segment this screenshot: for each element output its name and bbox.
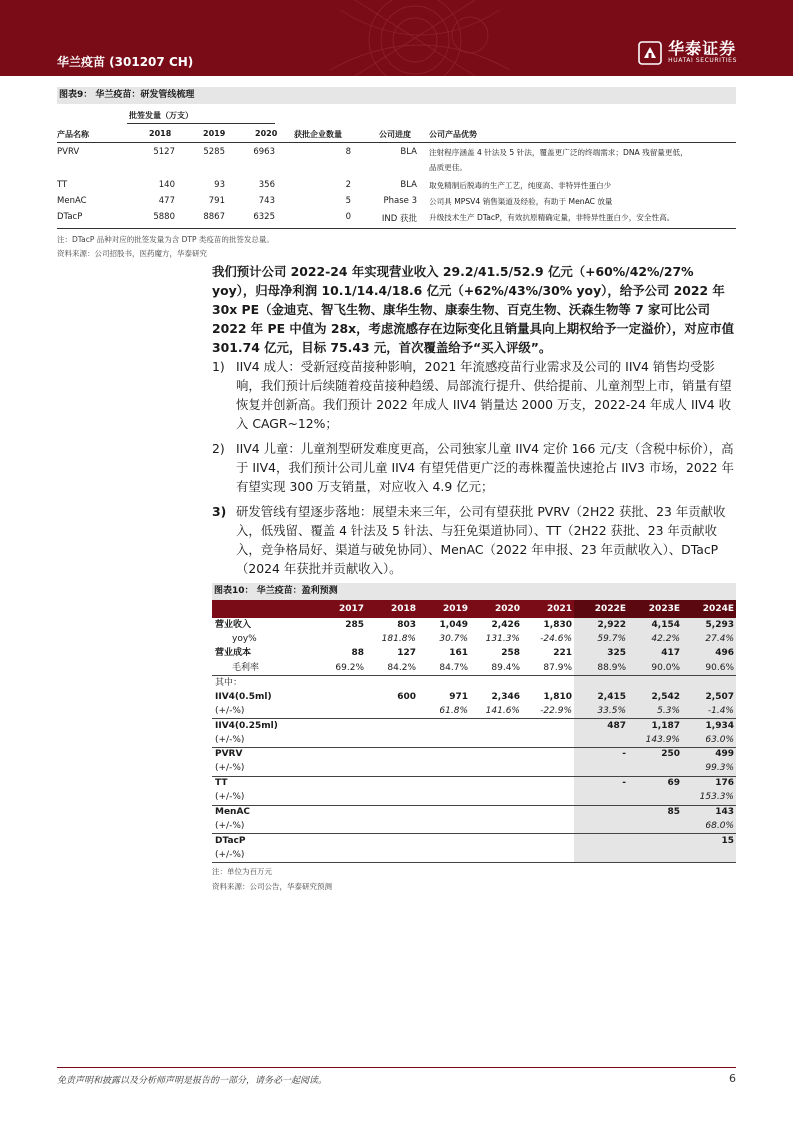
table-cell xyxy=(366,719,418,733)
table-cell xyxy=(418,762,470,776)
row-dtacp-approved: 0 xyxy=(345,212,351,222)
table-cell xyxy=(366,733,418,747)
table-cell: 87.9% xyxy=(543,662,572,673)
table-row xyxy=(212,719,736,733)
row-pvrv-name: PVRV xyxy=(57,147,80,157)
table-cell: 153.3% xyxy=(682,791,736,805)
year-header: 2019 xyxy=(418,600,470,618)
table-row xyxy=(212,676,736,690)
table-cell: -1.4% xyxy=(682,704,736,718)
table-cell: 90.0% xyxy=(628,661,682,675)
table-cell xyxy=(574,805,628,819)
header-rule xyxy=(57,142,736,143)
year-header: 2023E xyxy=(628,600,682,618)
logo-en: HUATAI SECURITIES xyxy=(668,57,737,64)
col-2019: 2019 xyxy=(203,129,226,138)
figure-9-note: 注：DTacP 品种对应的批签发量为含 DTP 类疫苗的批签发总量。 xyxy=(57,235,274,244)
table-row xyxy=(212,762,736,776)
list-text: IIV4 成人：受新冠疫苗接种影响，2021 年流感疫苗行业需求及公司的 IIV4 销售均受影响，我们预计后续随着疫苗接种趋缓、局部流行提升、供给提前、儿童剂型上市，销量有望恢复并创新高。我们预计 2022 年成人 IIV4 销量达 2000 万支，2022-24 年成人 IIV4 收入 CAGR~12%； xyxy=(236,359,732,431)
group-header-rule xyxy=(127,123,275,124)
table-cell xyxy=(366,676,418,690)
table-cell: 42.2% xyxy=(628,632,682,646)
table-cell: 27.4% xyxy=(682,632,736,646)
table-cell xyxy=(574,762,628,776)
table-cell: 161 xyxy=(449,648,468,659)
row-menac-name: MenAC xyxy=(57,196,87,206)
year-header: 2017 xyxy=(314,600,366,618)
table-cell: 1,830 xyxy=(543,619,572,630)
table-cell: 127 xyxy=(397,648,416,659)
table-cell xyxy=(366,776,418,790)
table-cell xyxy=(470,676,522,690)
forecast-table xyxy=(212,600,736,863)
table-cell xyxy=(366,762,418,776)
list-number: 1) xyxy=(212,359,225,374)
table-row xyxy=(212,690,736,704)
table-bottom-rule xyxy=(57,228,736,229)
table-row xyxy=(212,618,736,632)
table-cell: - xyxy=(574,748,628,762)
row-menac-progress: Phase 3 xyxy=(383,196,417,206)
table-cell xyxy=(366,805,418,819)
logo-cn: 华泰证券 xyxy=(668,39,737,58)
table-row xyxy=(212,776,736,790)
table-cell: 141.6% xyxy=(485,705,520,716)
figure-10-note: 注：单位为百万元 xyxy=(212,867,272,877)
table-cell xyxy=(366,791,418,805)
table-cell xyxy=(418,819,470,833)
row-label: (+/-%) xyxy=(215,820,245,831)
row-label: (+/-%) xyxy=(215,792,245,803)
table-cell xyxy=(366,704,418,718)
list-item xyxy=(212,439,736,496)
row-dtacp-2018: 5880 xyxy=(153,212,175,222)
row-menac-advantage: 公司具 MPSV4 销售渠道及经验，有助于 MenAC 放量 xyxy=(429,197,613,206)
table-cell: 131.3% xyxy=(485,634,520,645)
row-dtacp-advantage: 升级技术生产 DTacP，有效抗原精确定量，非特异性蛋白少，安全性高。 xyxy=(429,213,675,222)
table-cell: 33.5% xyxy=(574,704,628,718)
row-pvrv-approved: 8 xyxy=(345,147,351,157)
table-cell xyxy=(314,848,366,862)
table-row xyxy=(212,748,736,762)
row-tt-2018: 140 xyxy=(158,180,175,190)
row-tt-progress: BLA xyxy=(400,180,417,190)
logo-icon xyxy=(638,41,662,65)
row-label: 毛利率 xyxy=(232,662,260,673)
col-product: 产品名称 xyxy=(57,130,89,139)
row-pvrv-progress: BLA xyxy=(400,147,417,157)
table-cell: 221 xyxy=(553,648,572,659)
table-cell xyxy=(682,848,736,862)
table-cell: 803 xyxy=(397,619,416,630)
table-cell: 2,346 xyxy=(491,691,520,702)
table-cell xyxy=(314,834,366,848)
table-cell xyxy=(628,834,682,848)
row-label: TT xyxy=(212,776,314,790)
group-header: 批签发量（万支） xyxy=(129,111,193,120)
list-number: 3) xyxy=(212,504,227,519)
row-label: (+/-%) xyxy=(212,848,314,862)
col-2018: 2018 xyxy=(149,129,172,138)
table-row xyxy=(212,805,736,819)
lead-paragraph: 我们预计公司 2022-24 年实现营业收入 29.2/41.5/52.9 亿元（+60%/42%/27% yoy），归母净利润 10.1/14.4/18.6 亿元（+62%/43%/30% yoy），给予公司 2022 年 30x PE（金迪克、智飞生物、康华生物、康泰生物、百克生物、沃森生物等 7 家可比公司 2022 年 PE 中值为 28x，考虑流感存在边际变化且销量具向上期权给予一定溢价），对应市值 301.74 亿元，目标 75.43 元，首次覆盖给予“买入评级”。 xyxy=(212,264,734,355)
header-blank xyxy=(212,600,314,618)
row-menac-2018: 477 xyxy=(158,196,175,206)
table-cell xyxy=(628,791,682,805)
table-cell xyxy=(470,733,522,747)
table-cell: 487 xyxy=(574,719,628,733)
figure-10-source: 资料来源：公司公告，华泰研究预测 xyxy=(212,882,332,892)
table-cell: 85 xyxy=(628,805,682,819)
row-dtacp-progress: IND 获批 xyxy=(381,214,417,224)
table-cell: 30.7% xyxy=(439,634,468,645)
table-cell: 1,187 xyxy=(628,719,682,733)
table-cell xyxy=(522,676,574,690)
row-pvrv-advantage-2: 品质更佳。 xyxy=(429,163,467,172)
row-tt-approved: 2 xyxy=(345,180,351,190)
pipeline-table xyxy=(57,104,736,232)
table-cell xyxy=(522,776,574,790)
row-dtacp-2019: 8867 xyxy=(203,212,225,222)
row-label: MenAC xyxy=(212,805,314,819)
table-cell: 258 xyxy=(501,648,520,659)
list-text: 研发管线有望逐步落地：展望未来三年，公司有望获批 PVRV（2H22 获批、23 年贡献收入，低残留、覆盖 4 针法及 5 针法、与狂免渠道协同）、TT（2H22 获批、23 年贡献收入，竞争格局好、渠道与破免协同）、MenAC（2022 年申报、23 年贡献收入）、DTacP（2024 年获批并贡献收入）。 xyxy=(236,504,726,576)
footer-rule xyxy=(57,1067,736,1068)
table-cell xyxy=(470,776,522,790)
row-dtacp-name: DTacP xyxy=(57,212,83,222)
table-cell xyxy=(314,791,366,805)
row-label: 其中： xyxy=(212,676,314,690)
table-cell: 88 xyxy=(351,648,364,659)
table-cell xyxy=(522,719,574,733)
table-cell: 69 xyxy=(628,776,682,790)
table-cell: 325 xyxy=(574,647,628,661)
figure-9-source: 资料来源：公司招股书，医药魔方，华泰研究 xyxy=(57,249,207,258)
table-cell: 176 xyxy=(682,776,736,790)
row-label: IIV4(0.5ml) xyxy=(215,691,272,702)
row-tt-name: TT xyxy=(57,180,68,190)
table-cell: 417 xyxy=(628,647,682,661)
table-row xyxy=(212,647,736,661)
table-cell xyxy=(470,834,522,848)
table-cell xyxy=(314,632,366,646)
footer-disclaimer: 免责声明和披露以及分析师声明是报告的一部分，请务必一起阅读。 xyxy=(57,1076,328,1086)
table-cell xyxy=(314,690,366,704)
table-cell xyxy=(628,819,682,833)
table-cell xyxy=(628,762,682,776)
table-cell xyxy=(470,848,522,862)
page-number: 6 xyxy=(729,1072,736,1085)
col-approved: 获批企业数量 xyxy=(294,130,342,139)
table-cell xyxy=(366,834,418,848)
table-cell: 143 xyxy=(682,805,736,819)
table-cell: 59.7% xyxy=(574,632,628,646)
table-cell xyxy=(314,733,366,747)
table-cell: 285 xyxy=(345,619,364,630)
col-advantage: 公司产品优势 xyxy=(429,130,477,139)
table-cell xyxy=(522,805,574,819)
row-label: 营业成本 xyxy=(215,648,252,659)
col-2020: 2020 xyxy=(255,129,278,138)
table-cell: 1,810 xyxy=(543,691,572,702)
table-cell: 1,934 xyxy=(682,719,736,733)
table-cell xyxy=(522,848,574,862)
table-cell: 600 xyxy=(397,691,416,702)
row-label: (+/-%) xyxy=(215,734,245,745)
list-item xyxy=(212,357,736,433)
figure-10-title: 图表10： 华兰疫苗：盈利预测 xyxy=(212,583,736,600)
year-header: 2022E xyxy=(574,600,628,618)
table-cell: 84.7% xyxy=(439,662,468,673)
table-row xyxy=(212,704,736,718)
table-cell: 69.2% xyxy=(335,662,364,673)
table-cell: 4,154 xyxy=(628,618,682,632)
table-cell xyxy=(470,791,522,805)
table-cell xyxy=(574,819,628,833)
table-cell xyxy=(470,748,522,762)
table-cell xyxy=(574,733,628,747)
year-header: 2021 xyxy=(522,600,574,618)
row-label: DTacP xyxy=(212,834,314,848)
table-row xyxy=(212,791,736,805)
table-cell: 499 xyxy=(682,748,736,762)
row-pvrv-2018: 5127 xyxy=(153,147,175,157)
header-title: 华兰疫苗 (301207 CH) xyxy=(57,55,194,69)
table-cell: 250 xyxy=(628,748,682,762)
table-cell xyxy=(522,733,574,747)
table-cell xyxy=(314,748,366,762)
figure-9-title: 图表9： 华兰疫苗：研发管线梳理 xyxy=(57,87,736,104)
table-cell: 90.6% xyxy=(682,661,736,675)
table-cell xyxy=(522,762,574,776)
table-cell xyxy=(314,819,366,833)
row-tt-advantage: 取免精制后脱毒的生产工艺，纯度高、非特异性蛋白少 xyxy=(429,181,612,190)
list-number: 2) xyxy=(212,441,225,456)
table-cell xyxy=(314,719,366,733)
row-menac-2020: 743 xyxy=(258,196,275,206)
point-list xyxy=(212,357,736,578)
table-cell: 971 xyxy=(449,691,468,702)
analysis-text xyxy=(212,262,736,578)
table-cell xyxy=(366,819,418,833)
table-cell: 2,922 xyxy=(574,618,628,632)
table-cell xyxy=(314,676,366,690)
table-cell: 68.0% xyxy=(682,819,736,833)
table-cell: 15 xyxy=(682,834,736,848)
row-tt-2020: 356 xyxy=(258,180,275,190)
list-text: IIV4 儿童：儿童剂型研发难度更高，公司独家儿童 IIV4 定价 166 元/支（含税中标价），高于 IIV4，我们预计公司儿童 IIV4 有望凭借更广泛的毒株覆盖快速抢占 IIV3 市场，2022 年有望实现 300 万支销量，对应收入 4.9 亿元； xyxy=(236,441,734,494)
table-cell xyxy=(522,791,574,805)
row-label: PVRV xyxy=(212,748,314,762)
table-cell: - xyxy=(574,776,628,790)
row-dtacp-2020: 6325 xyxy=(253,212,275,222)
row-tt-2019: 93 xyxy=(214,180,225,190)
table-cell xyxy=(418,805,470,819)
table-cell: 5,293 xyxy=(682,618,736,632)
table-cell xyxy=(470,719,522,733)
table-row xyxy=(212,834,736,848)
figure-10 xyxy=(212,583,736,893)
row-pvrv-2019: 5285 xyxy=(203,147,225,157)
table-cell xyxy=(574,834,628,848)
year-header: 2020 xyxy=(470,600,522,618)
table-cell: 99.3% xyxy=(682,762,736,776)
table-row xyxy=(212,661,736,675)
table-cell: 2,507 xyxy=(682,690,736,704)
table-cell: 84.2% xyxy=(387,662,416,673)
table-cell xyxy=(628,848,682,862)
table-cell xyxy=(314,776,366,790)
table-cell xyxy=(366,848,418,862)
table-header-row xyxy=(212,600,736,618)
brand-logo xyxy=(638,40,737,65)
table-cell xyxy=(418,719,470,733)
table-cell xyxy=(418,834,470,848)
table-cell xyxy=(470,805,522,819)
table-cell xyxy=(418,748,470,762)
table-cell: 89.4% xyxy=(491,662,520,673)
table-cell: 2,542 xyxy=(628,690,682,704)
table-row xyxy=(212,848,736,862)
table-cell: -22.9% xyxy=(540,705,572,716)
list-item xyxy=(212,502,736,578)
table-cell: 181.8% xyxy=(381,634,416,645)
table-cell xyxy=(418,776,470,790)
col-progress: 公司进度 xyxy=(379,130,411,139)
table-cell: 1,049 xyxy=(439,619,468,630)
table-cell xyxy=(522,834,574,848)
table-cell: 143.9% xyxy=(628,733,682,747)
table-cell: 61.8% xyxy=(439,705,468,716)
row-label: IIV4(0.25ml) xyxy=(212,719,314,733)
figure-9 xyxy=(57,87,736,260)
table-cell: 88.9% xyxy=(574,661,628,675)
table-cell xyxy=(418,791,470,805)
table-cell xyxy=(418,848,470,862)
table-row xyxy=(212,733,736,747)
table-cell xyxy=(418,733,470,747)
table-row xyxy=(212,632,736,646)
table-cell xyxy=(574,848,628,862)
row-pvrv-advantage: 注射程序涵盖 4 针法及 5 针法，覆盖更广泛的终端需求；DNA 残留量更低， xyxy=(429,148,688,157)
row-label: 营业收入 xyxy=(215,619,252,630)
table-cell xyxy=(314,704,366,718)
table-cell xyxy=(366,748,418,762)
table-cell: 63.0% xyxy=(682,733,736,747)
year-header: 2018 xyxy=(366,600,418,618)
row-label: (+/-%) xyxy=(215,705,245,716)
table-cell xyxy=(522,819,574,833)
table-row xyxy=(212,819,736,833)
table-cell: 496 xyxy=(682,647,736,661)
table-cell xyxy=(574,676,628,690)
row-menac-2019: 791 xyxy=(208,196,225,206)
page-header xyxy=(0,0,793,76)
table-cell xyxy=(522,748,574,762)
table-cell xyxy=(470,819,522,833)
table-cell xyxy=(682,676,736,690)
table-cell xyxy=(574,791,628,805)
table-cell: -24.6% xyxy=(540,634,572,645)
row-label: (+/-%) xyxy=(215,763,245,774)
row-pvrv-2020: 6963 xyxy=(253,147,275,157)
table-cell xyxy=(418,676,470,690)
table-cell xyxy=(470,762,522,776)
table-cell xyxy=(314,762,366,776)
year-header: 2024E xyxy=(682,600,736,618)
table-cell: 2,426 xyxy=(491,619,520,630)
row-menac-approved: 5 xyxy=(345,196,351,206)
row-label: yoy% xyxy=(232,634,257,645)
table-cell xyxy=(628,676,682,690)
table-cell: 5.3% xyxy=(628,704,682,718)
table-cell xyxy=(314,805,366,819)
table-cell: 2,415 xyxy=(574,690,628,704)
